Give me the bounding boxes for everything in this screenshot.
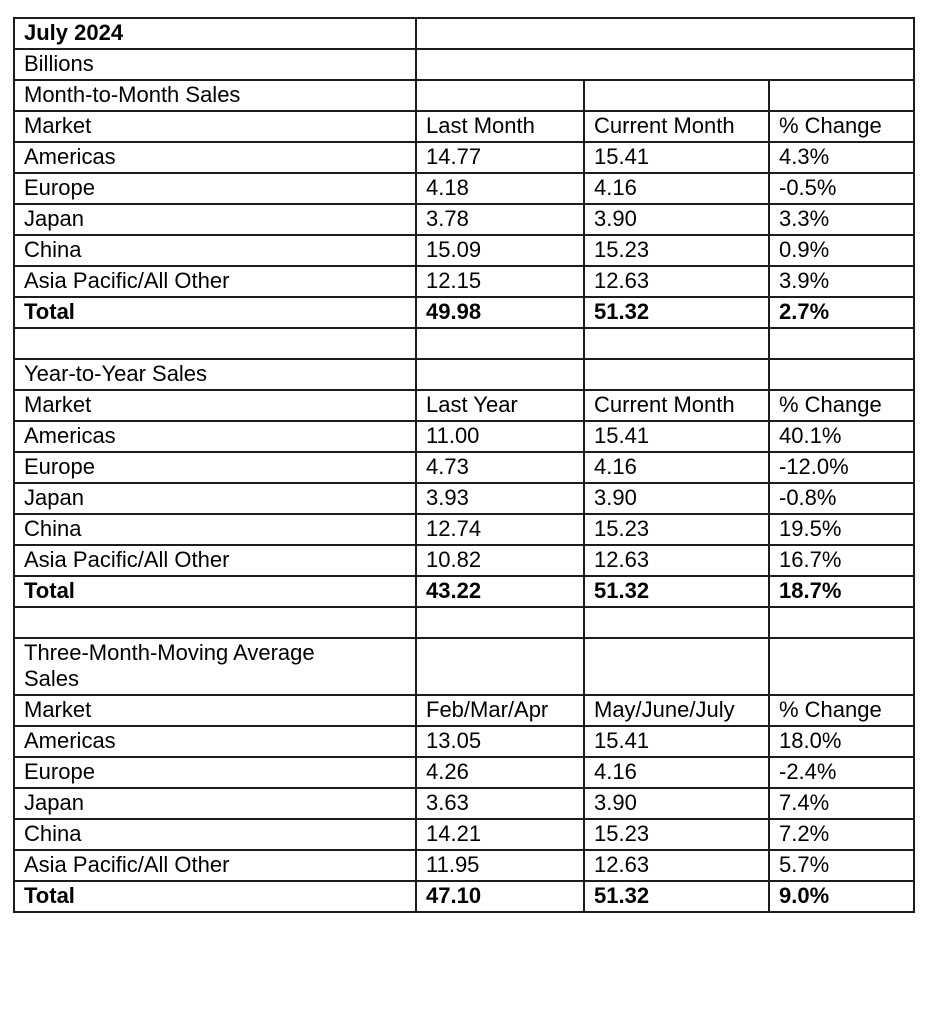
- value-cell: 19.5%: [769, 514, 914, 545]
- total-value: 18.7%: [769, 576, 914, 607]
- market-name: China: [14, 514, 416, 545]
- value-cell: 15.41: [584, 726, 769, 757]
- value-cell: 3.93: [416, 483, 584, 514]
- value-cell: 3.63: [416, 788, 584, 819]
- empty-cell: [769, 607, 914, 638]
- market-name: Japan: [14, 483, 416, 514]
- column-header-market: Market: [14, 111, 416, 142]
- empty-cell: [416, 80, 584, 111]
- total-value: 51.32: [584, 297, 769, 328]
- value-cell: 4.73: [416, 452, 584, 483]
- empty-cell: [416, 359, 584, 390]
- table-row: [14, 788, 914, 819]
- table-row: [14, 545, 914, 576]
- value-cell: 4.16: [584, 757, 769, 788]
- market-name: Japan: [14, 788, 416, 819]
- value-cell: -0.8%: [769, 483, 914, 514]
- column-header: May/June/July: [584, 695, 769, 726]
- value-cell: 3.9%: [769, 266, 914, 297]
- column-header: % Change: [769, 111, 914, 142]
- total-value: 2.7%: [769, 297, 914, 328]
- total-row: [14, 297, 914, 328]
- table-row: [14, 819, 914, 850]
- section-title-row: [14, 638, 914, 695]
- table-row: [14, 514, 914, 545]
- value-cell: 13.05: [416, 726, 584, 757]
- value-cell: 15.23: [584, 235, 769, 266]
- empty-cell: [14, 328, 416, 359]
- value-cell: 7.2%: [769, 819, 914, 850]
- value-cell: 3.3%: [769, 204, 914, 235]
- table-row: [14, 726, 914, 757]
- value-cell: 7.4%: [769, 788, 914, 819]
- empty-cell: [584, 328, 769, 359]
- section-title: [14, 638, 416, 695]
- total-value: 9.0%: [769, 881, 914, 912]
- value-cell: 15.23: [584, 819, 769, 850]
- market-name: China: [14, 235, 416, 266]
- empty-cell: [14, 607, 416, 638]
- market-name: Americas: [14, 726, 416, 757]
- table-row: [14, 173, 914, 204]
- section-title-text: Three-Month-Moving Average Sales: [24, 640, 315, 691]
- value-cell: 12.15: [416, 266, 584, 297]
- value-cell: 4.16: [584, 173, 769, 204]
- value-cell: 5.7%: [769, 850, 914, 881]
- value-cell: 12.63: [584, 850, 769, 881]
- table-row: [14, 266, 914, 297]
- spacer-row: [14, 607, 914, 638]
- value-cell: -0.5%: [769, 173, 914, 204]
- empty-cell: [769, 80, 914, 111]
- market-name: Europe: [14, 173, 416, 204]
- report-title: July 2024: [14, 18, 416, 49]
- title-row: [14, 18, 914, 49]
- section-title-row: [14, 359, 914, 390]
- column-header: Feb/Mar/Apr: [416, 695, 584, 726]
- value-cell: 0.9%: [769, 235, 914, 266]
- market-name: Americas: [14, 421, 416, 452]
- market-name: Europe: [14, 757, 416, 788]
- table-row: [14, 142, 914, 173]
- value-cell: -12.0%: [769, 452, 914, 483]
- empty-cell: [416, 18, 914, 49]
- column-header-row: [14, 390, 914, 421]
- value-cell: 11.95: [416, 850, 584, 881]
- value-cell: 12.63: [584, 545, 769, 576]
- value-cell: 12.63: [584, 266, 769, 297]
- value-cell: 3.90: [584, 204, 769, 235]
- table-row: [14, 235, 914, 266]
- market-name: Asia Pacific/All Other: [14, 850, 416, 881]
- empty-cell: [416, 328, 584, 359]
- column-header: Last Year: [416, 390, 584, 421]
- table-row: [14, 757, 914, 788]
- value-cell: 18.0%: [769, 726, 914, 757]
- units-label: Billions: [14, 49, 416, 80]
- sales-report-table: [13, 17, 915, 913]
- empty-cell: [584, 607, 769, 638]
- total-value: 51.32: [584, 576, 769, 607]
- column-header: % Change: [769, 695, 914, 726]
- section-title: Year-to-Year Sales: [14, 359, 416, 390]
- total-label: Total: [14, 881, 416, 912]
- market-name: Asia Pacific/All Other: [14, 266, 416, 297]
- total-value: 43.22: [416, 576, 584, 607]
- value-cell: 3.78: [416, 204, 584, 235]
- value-cell: 15.41: [584, 421, 769, 452]
- total-value: 47.10: [416, 881, 584, 912]
- column-header: Current Month: [584, 390, 769, 421]
- value-cell: 14.77: [416, 142, 584, 173]
- value-cell: 3.90: [584, 788, 769, 819]
- total-row: [14, 576, 914, 607]
- table-row: [14, 850, 914, 881]
- value-cell: 11.00: [416, 421, 584, 452]
- total-label: Total: [14, 576, 416, 607]
- market-name: Japan: [14, 204, 416, 235]
- empty-cell: [584, 359, 769, 390]
- empty-cell: [416, 607, 584, 638]
- total-value: 51.32: [584, 881, 769, 912]
- value-cell: 12.74: [416, 514, 584, 545]
- empty-cell: [584, 638, 769, 695]
- total-label: Total: [14, 297, 416, 328]
- value-cell: 14.21: [416, 819, 584, 850]
- total-value: 49.98: [416, 297, 584, 328]
- units-row: [14, 49, 914, 80]
- column-header-market: Market: [14, 390, 416, 421]
- value-cell: 3.90: [584, 483, 769, 514]
- table-row: [14, 421, 914, 452]
- section-title-row: [14, 80, 914, 111]
- spacer-row: [14, 328, 914, 359]
- market-name: Asia Pacific/All Other: [14, 545, 416, 576]
- value-cell: 40.1%: [769, 421, 914, 452]
- market-name: China: [14, 819, 416, 850]
- column-header-market: Market: [14, 695, 416, 726]
- empty-cell: [584, 80, 769, 111]
- empty-cell: [416, 49, 914, 80]
- value-cell: 15.41: [584, 142, 769, 173]
- column-header: Current Month: [584, 111, 769, 142]
- table-row: [14, 483, 914, 514]
- value-cell: -2.4%: [769, 757, 914, 788]
- market-name: Europe: [14, 452, 416, 483]
- table-row: [14, 452, 914, 483]
- value-cell: 4.18: [416, 173, 584, 204]
- total-row: [14, 881, 914, 912]
- value-cell: 4.26: [416, 757, 584, 788]
- value-cell: 15.09: [416, 235, 584, 266]
- table-row: [14, 204, 914, 235]
- empty-cell: [769, 638, 914, 695]
- empty-cell: [769, 328, 914, 359]
- column-header-row: [14, 111, 914, 142]
- value-cell: 4.16: [584, 452, 769, 483]
- empty-cell: [416, 638, 584, 695]
- empty-cell: [769, 359, 914, 390]
- column-header: Last Month: [416, 111, 584, 142]
- column-header: % Change: [769, 390, 914, 421]
- value-cell: 10.82: [416, 545, 584, 576]
- value-cell: 16.7%: [769, 545, 914, 576]
- value-cell: 4.3%: [769, 142, 914, 173]
- column-header-row: [14, 695, 914, 726]
- value-cell: 15.23: [584, 514, 769, 545]
- market-name: Americas: [14, 142, 416, 173]
- section-title: Month-to-Month Sales: [14, 80, 416, 111]
